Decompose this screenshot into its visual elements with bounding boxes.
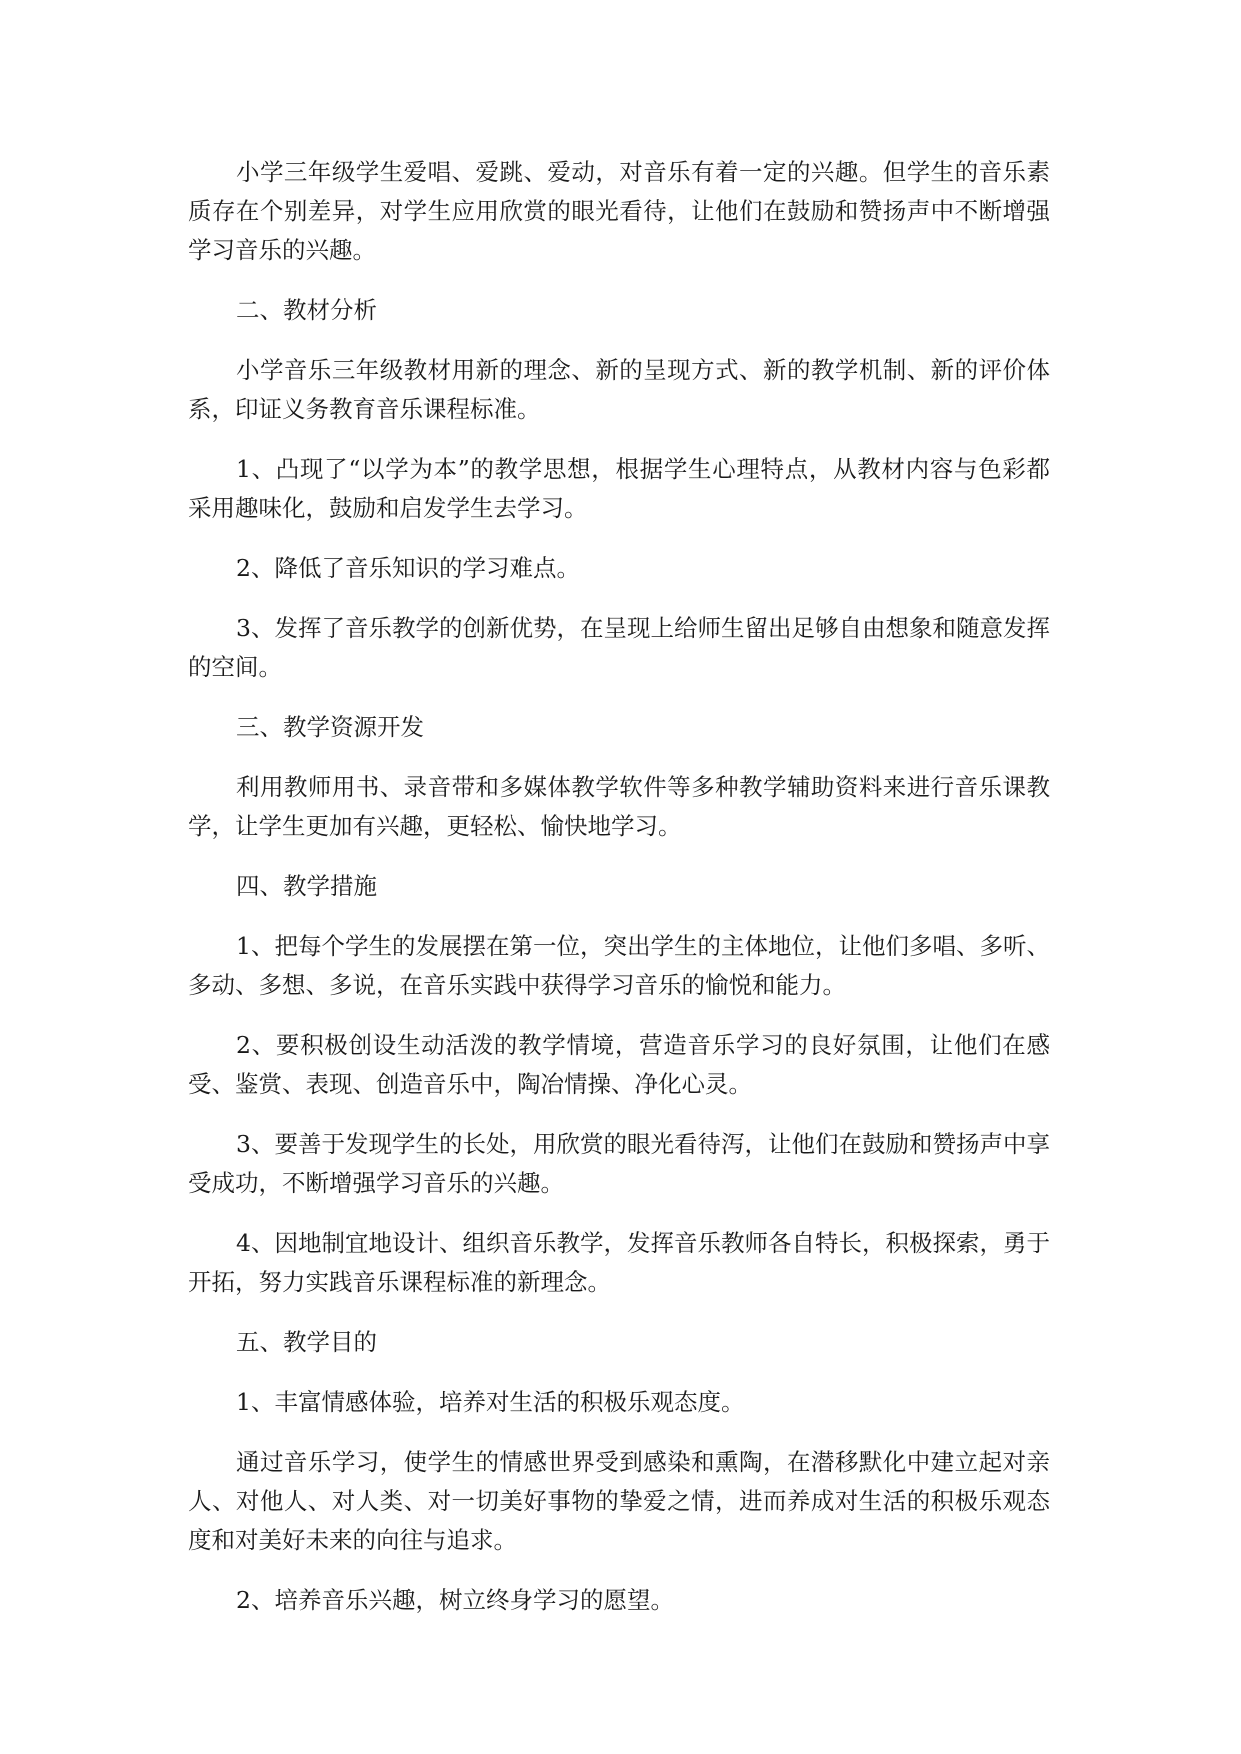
paragraph-textbook-point-2: 2、降低了音乐知识的学习难点。 — [236, 554, 580, 582]
paragraph-goal-2: 2、培养音乐兴趣，树立终身学习的愿望。 — [236, 1586, 674, 1614]
document-body — [188, 153, 1050, 1641]
paragraph-goal-1-detail: 通过音乐学习，使学生的情感世界受到感染和熏陶，在潜移默化中建立起对亲人、对他人、对人类、对一切美好事物的挚爱之情，进而养成对生活的积极乐观态度和对美好未来的向往与追求。 — [188, 1448, 1050, 1554]
paragraph-resources: 利用教师用书、录音带和多媒体教学软件等多种教学辅助资料来进行音乐课教学，让学生更加有兴趣，更轻松、愉快地学习。 — [188, 773, 1050, 840]
paragraph-measure-1: 1、把每个学生的发展摆在第一位，突出学生的主体地位，让他们多唱、多听、多动、多想、多说，在音乐实践中获得学习音乐的愉悦和能力。 — [188, 932, 1050, 999]
section-heading-textbook-analysis: 二、教材分析 — [236, 296, 377, 324]
paragraph-measure-3: 3、要善于发现学生的长处，用欣赏的眼光看待泻，让他们在鼓励和赞扬声中享受成功，不断增强学习音乐的兴趣。 — [188, 1130, 1050, 1197]
paragraph-measure-4: 4、因地制宜地设计、组织音乐教学，发挥音乐教师各自特长，积极探索，勇于开拓，努力实践音乐课程标准的新理念。 — [188, 1229, 1050, 1296]
paragraph-textbook-point-3: 3、发挥了音乐教学的创新优势，在呈现上给师生留出足够自由想象和随意发挥的空间。 — [188, 614, 1050, 681]
paragraph-textbook-point-1: 1、凸现了“以学为本”的教学思想，根据学生心理特点，从教材内容与色彩都采用趣味化，鼓励和启发学生去学习。 — [188, 455, 1050, 522]
section-heading-goals: 五、教学目的 — [236, 1328, 377, 1356]
section-heading-resources: 三、教学资源开发 — [236, 713, 424, 741]
paragraph-textbook-overview: 小学音乐三年级教材用新的理念、新的呈现方式、新的教学机制、新的评价体系，印证义务教育音乐课程标准。 — [188, 356, 1050, 423]
paragraph-intro: 小学三年级学生爱唱、爱跳、爱动，对音乐有着一定的兴趣。但学生的音乐素质存在个别差异，对学生应用欣赏的眼光看待，让他们在鼓励和赞扬声中不断增强学习音乐的兴趣。 — [188, 158, 1050, 264]
paragraph-measure-2: 2、要积极创设生动活泼的教学情境，营造音乐学习的良好氛围，让他们在感受、鉴赏、表现、创造音乐中，陶冶情操、净化心灵。 — [188, 1031, 1050, 1098]
section-heading-measures: 四、教学措施 — [236, 872, 377, 900]
paragraph-goal-1: 1、丰富情感体验，培养对生活的积极乐观态度。 — [236, 1388, 745, 1416]
